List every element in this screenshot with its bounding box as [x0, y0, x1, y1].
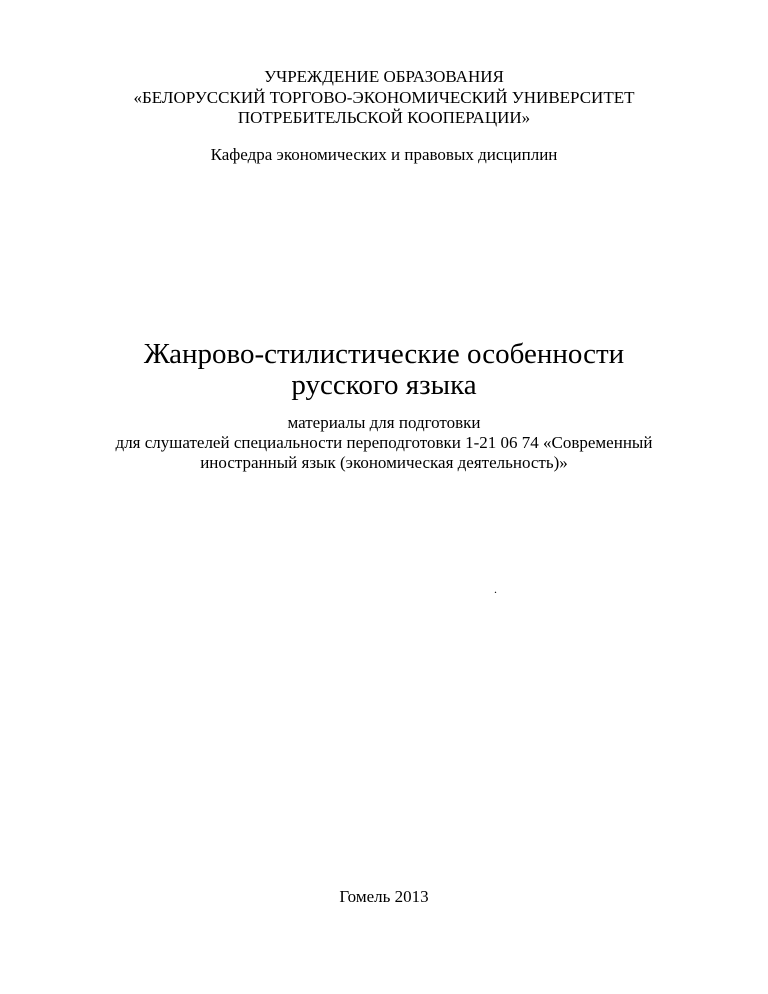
university-name-line1: «БЕЛОРУССКИЙ ТОРГОВО-ЭКОНОМИЧЕСКИЙ УНИВЕРСИТЕТ — [133, 88, 635, 107]
place-and-year: Гомель 2013 — [339, 887, 429, 906]
institution-type: УЧРЕЖДЕНИЕ ОБРАЗОВАНИЯ — [264, 67, 504, 86]
subtitle-line2: для слушателей специальности переподготовки 1-21 06 74 «Современный — [115, 433, 653, 452]
subtitle-line1: материалы для подготовки — [287, 413, 481, 432]
document-title-line1: Жанрово-стилистические особенности — [143, 338, 625, 370]
university-name-line2: ПОТРЕБИТЕЛЬСКОЙ КООПЕРАЦИИ» — [237, 108, 531, 127]
department-name: Кафедра экономических и правовых дисциплин — [210, 145, 558, 164]
stray-mark: . — [494, 582, 497, 596]
subtitle-line3: иностранный язык (экономическая деятельность)» — [200, 453, 568, 472]
document-title-line2: русского языка — [291, 369, 477, 401]
